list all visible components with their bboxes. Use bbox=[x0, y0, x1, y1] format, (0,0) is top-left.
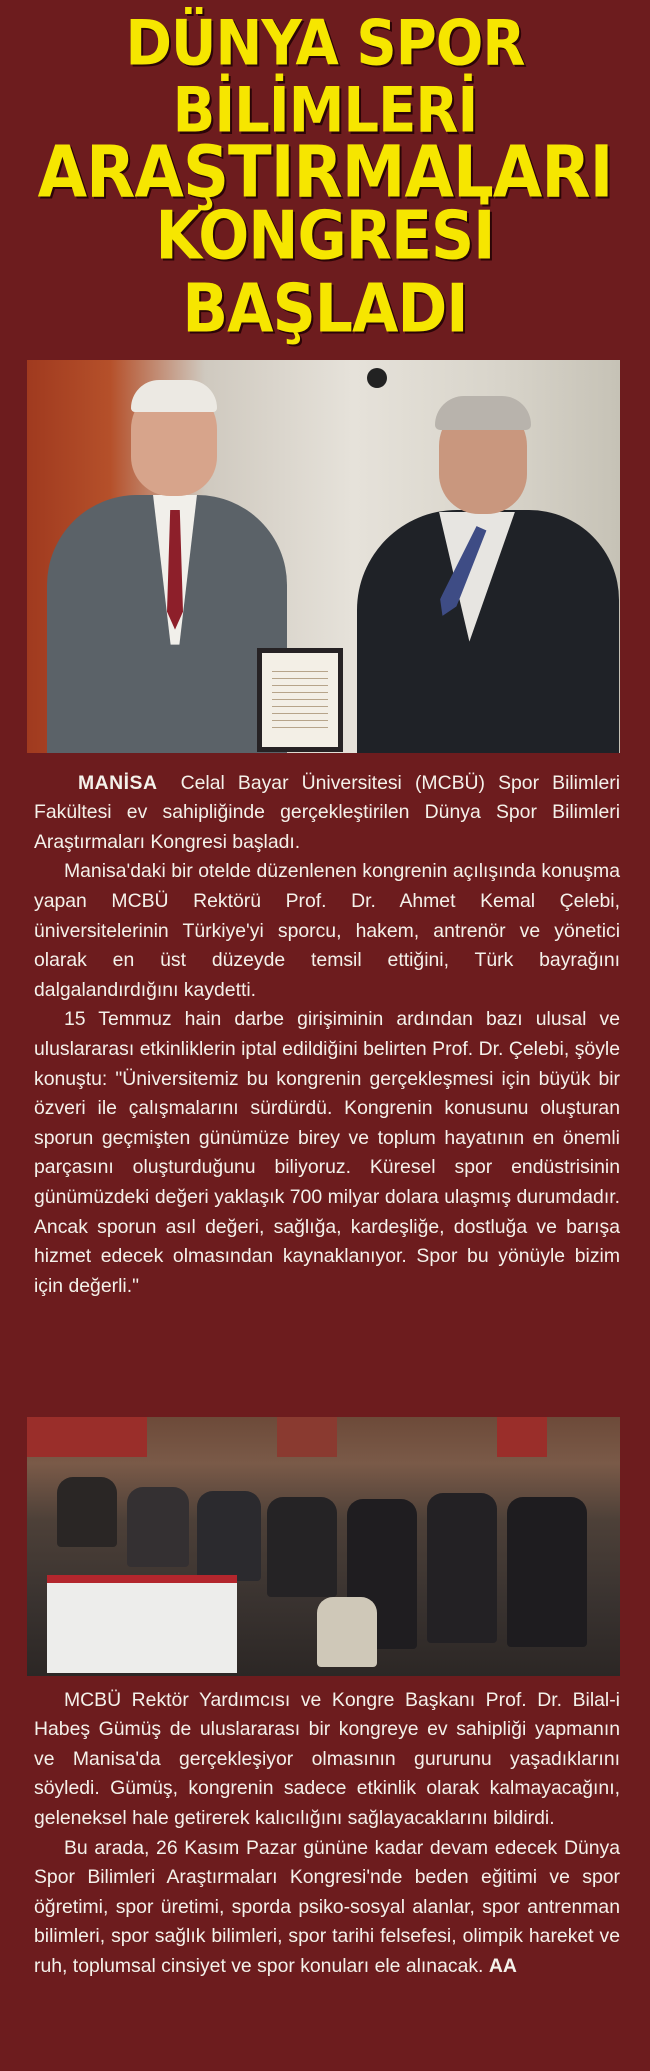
award-photo bbox=[27, 360, 620, 753]
paragraph-5-text: Bu arada, 26 Kasım Pazar gününe kadar devam edecek Dünya Spor Bilimleri Araştırmaları Kongresi'nde beden eğitimi ve spor öğretimi, spor üretimi, sporda psiko-sosyal alanlar, spor antrenman bilimleri, spor sağlık bilimleri, spor tarihi felsefesi, olimpik hareket ve ruh, toplumsal cinsiyet ve spor konuları ele alınacak. bbox=[34, 1836, 620, 1977]
table-with-cloth bbox=[47, 1575, 237, 1673]
audience-photo bbox=[27, 1417, 620, 1676]
camera-dome bbox=[367, 368, 387, 388]
agency-signature: AA bbox=[488, 1954, 517, 1977]
audience-member bbox=[197, 1491, 261, 1581]
headline bbox=[18, 7, 632, 348]
audience-member bbox=[57, 1477, 117, 1547]
paragraph-2: Manisa'daki bir otelde düzenlenen kongrenin açılışında konuşma yapan MCBÜ Rektörü Prof. Dr. Ahmet Kemal Çelebi, üniversitelerinin Türkiye'yi sporcu, hakem, antrenör ve yönetici olarak en üst düzeyde temsil ettiğini, Türk bayrağını dalgalandırdığını kaydetti. bbox=[34, 860, 620, 1001]
man-right-hair bbox=[435, 396, 531, 430]
paragraph-5 bbox=[34, 1834, 620, 1982]
dateline: MANİSA bbox=[78, 771, 158, 794]
audience-member bbox=[267, 1497, 337, 1597]
audience-member bbox=[427, 1493, 497, 1643]
headline-line-2: ARAŞTIRMALARI bbox=[37, 131, 613, 215]
headline-line-1: DÜNYA SPOR BİLİMLERİ bbox=[125, 7, 525, 148]
article-part-2 bbox=[18, 1676, 632, 1982]
audience-member bbox=[127, 1487, 189, 1567]
chair bbox=[317, 1597, 377, 1667]
paragraph-3: 15 Temmuz hain darbe girişiminin ardından bazı ulusal ve uluslararası etkinliklerin iptal edildiğini belirten Prof. Dr. Çelebi, şöyle konuştu: "Üniversitemiz bu kongrenin gerçekleşmesi için büyük bir özveri ile çalışmalarını sürdürdü. Kongrenin konusunu oluşturan sporun geçmişten günümüze birey ve toplum hayatının en önemli parçasını oluşturduğunu biliyoruz. Küresel spor endüstrisinin günümüzdeki değeri yaklaşık 700 milyar dolara ulaşmış durumdadır. Ancak sporun asıl değeri, sağlığa, kardeşliğe, dostluğa ve barışa hizmet edecek olmasından kaynaklanıyor. Spor bu yönüyle bizim için değerli." bbox=[34, 1008, 620, 1297]
curtain-left bbox=[27, 1417, 147, 1457]
audience-member bbox=[507, 1497, 587, 1647]
paragraph-1 bbox=[34, 769, 620, 858]
curtain-mid bbox=[277, 1417, 337, 1457]
curtain-right bbox=[497, 1417, 547, 1457]
paragraph-4: MCBÜ Rektör Yardımcısı ve Kongre Başkanı Prof. Dr. Bilal-i Habeş Gümüş de uluslararası bir kongreye ev sahipliği yapmanın ve Manisa'da gerçekleşiyor olmasının gururunu yaşadıklarını söyledi. Gümüş, kongrenin sadece etkinlik olarak kalmayacağını, geleneksel hale getirerek kalıcılığını sağlayacaklarını bildirdi. bbox=[34, 1688, 620, 1830]
article-part-1 bbox=[18, 753, 632, 1403]
man-left-hair bbox=[131, 380, 217, 412]
headline-line-3: KONGRESİ BAŞLADI bbox=[155, 196, 495, 348]
award-plaque bbox=[257, 648, 343, 752]
paragraph-1-text: Celal Bayar Üniversitesi (MCBÜ) Spor Bilimleri Fakültesi ev sahipliğinde gerçekleştirilen Dünya Spor Bilimleri Araştırmaları Kongresi başladı. bbox=[34, 771, 620, 853]
